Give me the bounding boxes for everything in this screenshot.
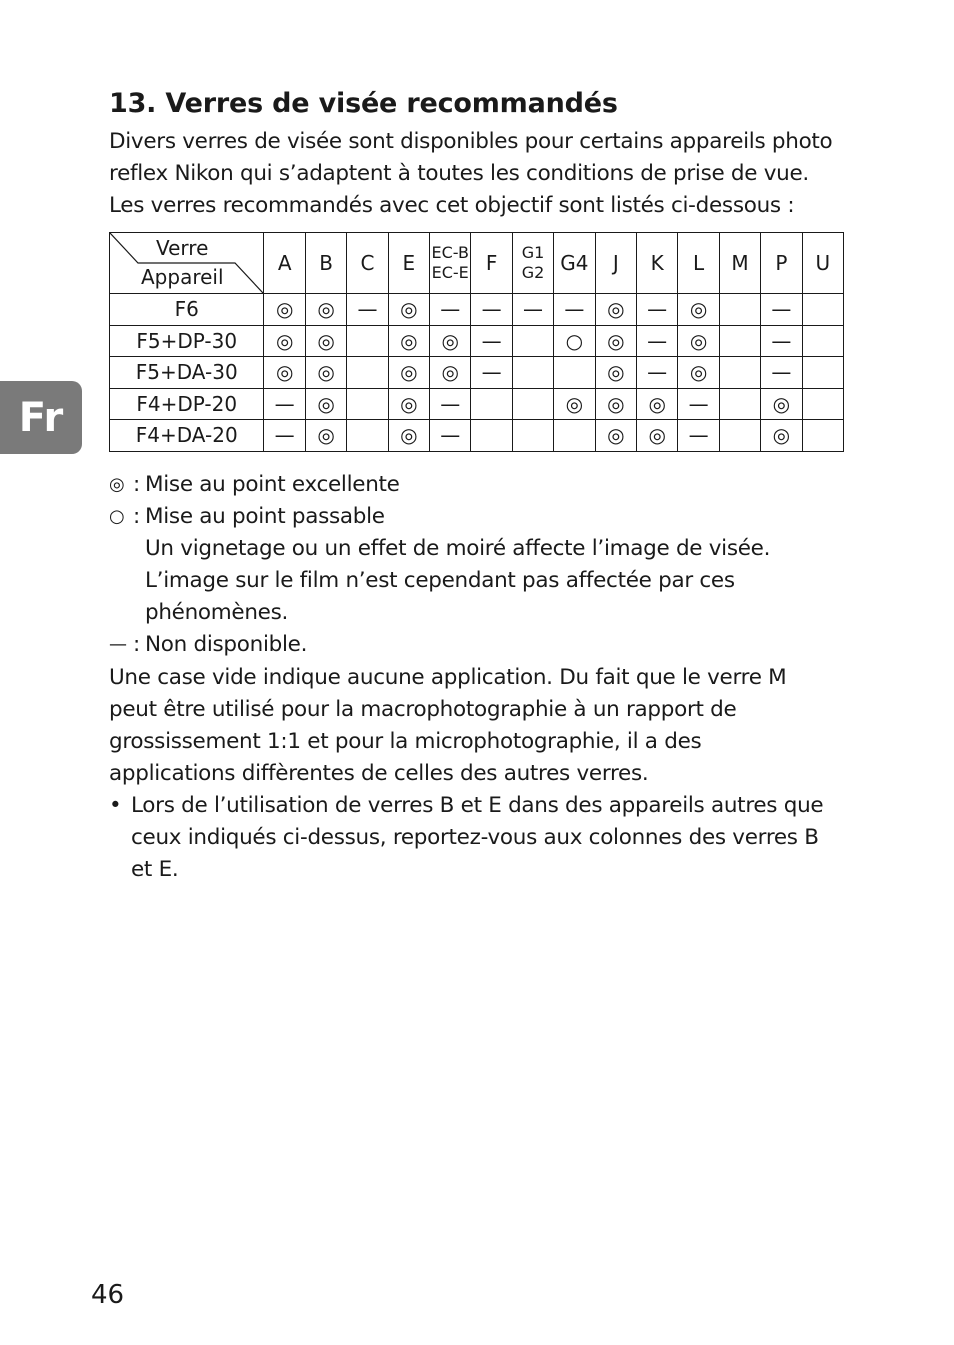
compatibility-cell	[471, 420, 512, 452]
bullet-line: ceux indiqués ci-dessus, reportez-vous aux colonnes des verres B	[131, 825, 819, 850]
compatibility-cell: ◎	[388, 357, 429, 389]
legend-unavailable-text: Non disponible.	[145, 632, 308, 657]
legend-colon: :	[133, 632, 140, 657]
column-header: M	[719, 233, 760, 294]
compatibility-cell: ◎	[595, 420, 636, 452]
compatibility-cell: ○	[554, 325, 595, 357]
compatibility-cell	[719, 388, 760, 420]
compatibility-cell	[719, 420, 760, 452]
column-header: B	[305, 233, 346, 294]
compatibility-cell: ◎	[388, 388, 429, 420]
intro-paragraph	[109, 126, 869, 222]
table-corner-cell	[110, 233, 264, 294]
compatibility-cell: ◎	[595, 294, 636, 326]
compatibility-cell: —	[471, 294, 512, 326]
compatibility-cell: —	[636, 357, 677, 389]
column-header: K	[636, 233, 677, 294]
legend-excellent	[109, 469, 869, 501]
compatibility-cell	[554, 357, 595, 389]
column-header	[512, 233, 553, 294]
compatibility-cell: —	[430, 388, 471, 420]
compatibility-cell: —	[430, 420, 471, 452]
compatibility-cell: ◎	[305, 357, 346, 389]
compatibility-cell: ◎	[305, 294, 346, 326]
dash-icon: —	[109, 634, 127, 655]
compatibility-cell: ◎	[264, 357, 305, 389]
note-line: grossissement 1:1 et pour la microphotographie, il a des	[109, 729, 702, 754]
language-tab: Fr	[0, 381, 82, 454]
compatibility-cell: —	[636, 325, 677, 357]
compatibility-cell: ◎	[595, 325, 636, 357]
compatibility-cell: —	[471, 325, 512, 357]
double-circle-icon: ◎	[109, 474, 125, 495]
table-row	[110, 388, 844, 420]
compatibility-cell: ◎	[554, 388, 595, 420]
compatibility-cell: ◎	[388, 325, 429, 357]
legend-note-line: phénomènes.	[145, 600, 289, 625]
table-row	[110, 325, 844, 357]
corner-label-screen: Verre	[156, 236, 209, 260]
camera-cell: F5+DA-30	[110, 357, 264, 389]
compatibility-cell: ◎	[595, 357, 636, 389]
column-header: G4	[554, 233, 595, 294]
compatibility-cell	[802, 325, 843, 357]
compatibility-cell: —	[264, 420, 305, 452]
bullet-item	[109, 790, 869, 886]
compatibility-cell: ◎	[636, 388, 677, 420]
bullet-marker: •	[109, 793, 122, 818]
column-header: C	[347, 233, 388, 294]
note-line: peut être utilisé pour la macrophotographie à un rapport de	[109, 697, 737, 722]
compatibility-cell: ◎	[595, 388, 636, 420]
compatibility-cell	[512, 325, 553, 357]
intro-line: reflex Nikon qui s’adaptent à toutes les conditions de prise de vue.	[109, 161, 809, 186]
compatibility-cell: ◎	[264, 325, 305, 357]
legend-passable-text: Mise au point passable	[145, 504, 385, 529]
bullet-line: et E.	[131, 857, 179, 882]
column-header: P	[761, 233, 802, 294]
legend-excellent-text: Mise au point excellente	[145, 472, 400, 497]
compatibility-cell: —	[347, 294, 388, 326]
compatibility-cell: ◎	[264, 294, 305, 326]
camera-cell: F6	[110, 294, 264, 326]
legend-unavailable	[109, 629, 869, 661]
column-header: L	[678, 233, 719, 294]
note-paragraph	[109, 662, 869, 790]
compatibility-cell: ◎	[678, 325, 719, 357]
compatibility-cell	[347, 420, 388, 452]
table-row	[110, 294, 844, 326]
compatibility-cell: —	[512, 294, 553, 326]
compatibility-cell	[719, 294, 760, 326]
legend-note-line: Un vignetage ou un effet de moiré affecte l’image de visée.	[145, 536, 771, 561]
compatibility-cell	[512, 357, 553, 389]
compatibility-cell: ◎	[430, 357, 471, 389]
compatibility-cell	[347, 357, 388, 389]
legend-colon: :	[133, 504, 140, 529]
column-header: E	[388, 233, 429, 294]
compatibility-cell: ◎	[430, 325, 471, 357]
compatibility-cell	[802, 420, 843, 452]
corner-label-camera: Appareil	[141, 265, 224, 289]
compatibility-cell: ◎	[678, 357, 719, 389]
focusing-screen-table	[109, 232, 844, 452]
column-header: U	[802, 233, 843, 294]
compatibility-cell: ◎	[678, 294, 719, 326]
compatibility-cell: —	[678, 388, 719, 420]
compatibility-cell: ◎	[305, 420, 346, 452]
compatibility-cell: ◎	[636, 420, 677, 452]
table-body	[110, 294, 844, 452]
compatibility-cell	[554, 420, 595, 452]
column-header: J	[595, 233, 636, 294]
compatibility-cell	[802, 357, 843, 389]
compatibility-cell: —	[264, 388, 305, 420]
camera-cell: F4+DP-20	[110, 388, 264, 420]
column-header	[430, 233, 471, 294]
compatibility-cell: ◎	[388, 294, 429, 326]
compatibility-cell: ◎	[761, 420, 802, 452]
bullet-line: Lors de l’utilisation de verres B et E dans des appareils autres que	[131, 793, 824, 818]
compatibility-cell	[347, 325, 388, 357]
intro-line: Les verres recommandés avec cet objectif sont listés ci-dessous :	[109, 193, 795, 218]
compatibility-cell	[719, 357, 760, 389]
intro-line: Divers verres de visée sont disponibles pour certains appareils photo	[109, 129, 833, 154]
table-header-row	[110, 233, 844, 294]
compatibility-cell: —	[636, 294, 677, 326]
column-header: A	[264, 233, 305, 294]
compatibility-cell: —	[430, 294, 471, 326]
table-row	[110, 357, 844, 389]
compatibility-cell	[471, 388, 512, 420]
compatibility-cell: ◎	[761, 388, 802, 420]
legend-colon: :	[133, 472, 140, 497]
note-line: Une case vide indique aucune application. Du fait que le verre M	[109, 665, 787, 690]
compatibility-cell: ◎	[305, 388, 346, 420]
camera-cell: F5+DP-30	[110, 325, 264, 357]
legend-note-line: L’image sur le film n’est cependant pas affectée par ces	[145, 568, 735, 593]
column-header-line: EC-B	[431, 243, 469, 262]
bullet-text	[131, 790, 869, 886]
compatibility-cell	[512, 420, 553, 452]
compatibility-cell	[512, 388, 553, 420]
compatibility-cell: —	[471, 357, 512, 389]
camera-cell: F4+DA-20	[110, 420, 264, 452]
column-header-stacked	[522, 243, 545, 283]
legend	[109, 469, 869, 661]
compatibility-cell: ◎	[305, 325, 346, 357]
column-header-stacked	[431, 243, 468, 283]
compatibility-cell	[719, 325, 760, 357]
section-title: 13. Verres de visée recommandés	[109, 88, 618, 119]
compatibility-cell: —	[678, 420, 719, 452]
note-line: applications diffèrentes de celles des autres verres.	[109, 761, 649, 786]
compatibility-cell	[802, 294, 843, 326]
compatibility-cell: —	[761, 357, 802, 389]
table-row	[110, 420, 844, 452]
column-header-line: EC-E	[431, 263, 469, 282]
compatibility-cell: —	[554, 294, 595, 326]
column-header-line: G2	[521, 263, 545, 282]
column-header: F	[471, 233, 512, 294]
legend-passable	[109, 501, 869, 533]
compatibility-cell: —	[761, 325, 802, 357]
column-header-line: G1	[521, 243, 545, 262]
page-number: 46	[91, 1280, 125, 1310]
circle-icon: ○	[109, 506, 125, 527]
compatibility-cell: ◎	[388, 420, 429, 452]
compatibility-cell: —	[761, 294, 802, 326]
compatibility-cell	[802, 388, 843, 420]
compatibility-cell	[347, 388, 388, 420]
